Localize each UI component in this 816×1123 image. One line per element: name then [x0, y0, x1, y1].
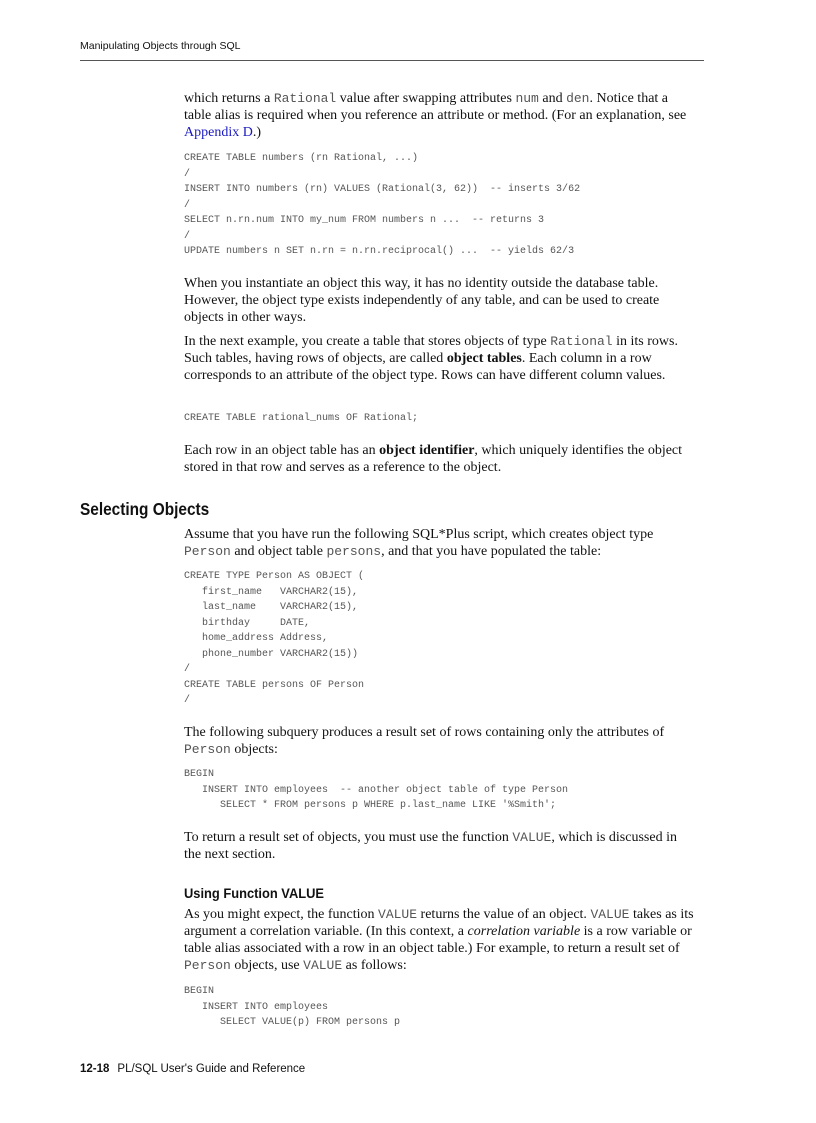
inline-code: Rational	[550, 334, 613, 349]
cross-reference-link[interactable]: Appendix D	[184, 125, 253, 140]
text-run: objects, use	[230, 958, 304, 973]
text-run: takes as its argument a correlation variable. (In this context, a	[184, 907, 694, 939]
inline-code: VALUE	[378, 907, 418, 922]
text-run: , which uniquely identifies the object stored in that row and serves as a reference to the object.	[184, 443, 683, 475]
intro-paragraph-1	[184, 90, 696, 141]
text-run: Assume that you have run the following SQL*Plus script, which creates object type	[184, 527, 654, 542]
text-run: objects:	[230, 742, 278, 757]
text-run: in its rows. Such tables, having rows of objects, are called	[184, 334, 678, 366]
code-select-value: BEGIN INSERT INTO employees SELECT VALUE(p) FROM persons p	[184, 986, 401, 1028]
intro-paragraph-3	[184, 333, 696, 384]
selecting-paragraph-2	[184, 724, 696, 758]
inline-code: VALUE	[303, 958, 343, 973]
text-run: . Each column in a row corresponds to an attribute of the object type. Rows can have different column values.	[184, 351, 666, 383]
italic-term: correlation variable	[467, 924, 581, 939]
text-run: To return a result set of objects, you must use the function	[184, 830, 513, 845]
text-run: When you instantiate an object this way, it has no identity outside the database table. However, the object type exists independently of any table, and can be used to create objects in other ways.	[184, 276, 660, 325]
text-run: value after swapping attributes	[336, 91, 516, 106]
code-rational-nums: CREATE TABLE rational_nums OF Rational;	[184, 413, 419, 424]
book-title: PL/SQL User's Guide and Reference	[117, 1063, 306, 1075]
inline-code: Person	[184, 958, 231, 973]
text-run: Each row in an object table has an	[184, 443, 380, 458]
page-number: 12-18	[80, 1063, 110, 1075]
text-run: . Notice that a table alias is required when you reference an attribute or method. (For an explanation, see	[184, 91, 687, 123]
text-run: , which is discussed in the next section.	[184, 830, 677, 862]
inline-code: num	[515, 91, 539, 106]
inline-code: den	[566, 91, 590, 106]
section-heading-selecting-objects: Selecting Objects	[80, 499, 210, 519]
text-run: , and that you have populated the table:	[381, 544, 602, 559]
selecting-paragraph-1	[184, 526, 696, 560]
text-run: The following subquery produces a result set of rows containing only the attributes of	[184, 725, 665, 740]
selecting-paragraph-3	[184, 829, 696, 863]
intro-paragraph-4	[184, 442, 696, 476]
text-run: as follows:	[342, 958, 407, 973]
inline-code: VALUE	[512, 830, 552, 845]
code-create-person-type: CREATE TYPE Person AS OBJECT ( first_name VARCHAR2(15), last_name VARCHAR2(15), birthday DATE, home_address Address, phone_number VARCHAR2(15)) / CREATE TABLE persons OF Person /	[184, 571, 365, 706]
page-footer	[80, 1063, 305, 1075]
value-paragraph-1	[184, 906, 696, 974]
text-run: is a row variable or table alias associated with a row in an object table.) For example, to return a result set of	[184, 924, 692, 956]
subsection-heading-using-value: Using Function VALUE	[184, 885, 325, 901]
text-run: In the next example, you create a table that stores objects of type	[184, 334, 551, 349]
text-run: As you might expect, the function	[184, 907, 379, 922]
running-header: Manipulating Objects through SQL	[80, 40, 241, 52]
inline-code: Person	[184, 544, 231, 559]
inline-code: Person	[184, 742, 231, 757]
text-run: and	[538, 91, 567, 106]
intro-paragraph-2	[184, 275, 696, 326]
text-run: which returns a	[184, 91, 274, 106]
text-run: .)	[252, 125, 261, 140]
inline-code: persons	[326, 544, 382, 559]
text-run: returns the value of an object.	[417, 907, 591, 922]
code-numbers-table: CREATE TABLE numbers (rn Rational, ...) / INSERT INTO numbers (rn) VALUES (Rational(3, 62)) -- inserts 3/62 / SELECT n.rn.num INTO my_num FROM numbers n ... -- returns 3 / UPDATE numbers n SET n.rn = n.rn.reciprocal() ... -- yields 62/3	[184, 153, 581, 257]
inline-code: VALUE	[590, 907, 630, 922]
code-subquery-insert: BEGIN INSERT INTO employees -- another object table of type Person SELECT * FROM persons p WHERE p.last_name LIKE '%Smith';	[184, 769, 569, 811]
header-rule	[80, 60, 704, 61]
text-run: and object table	[230, 544, 327, 559]
bold-term: object tables	[446, 351, 522, 366]
inline-code: Rational	[273, 91, 337, 106]
bold-term: object identifier	[379, 443, 475, 458]
